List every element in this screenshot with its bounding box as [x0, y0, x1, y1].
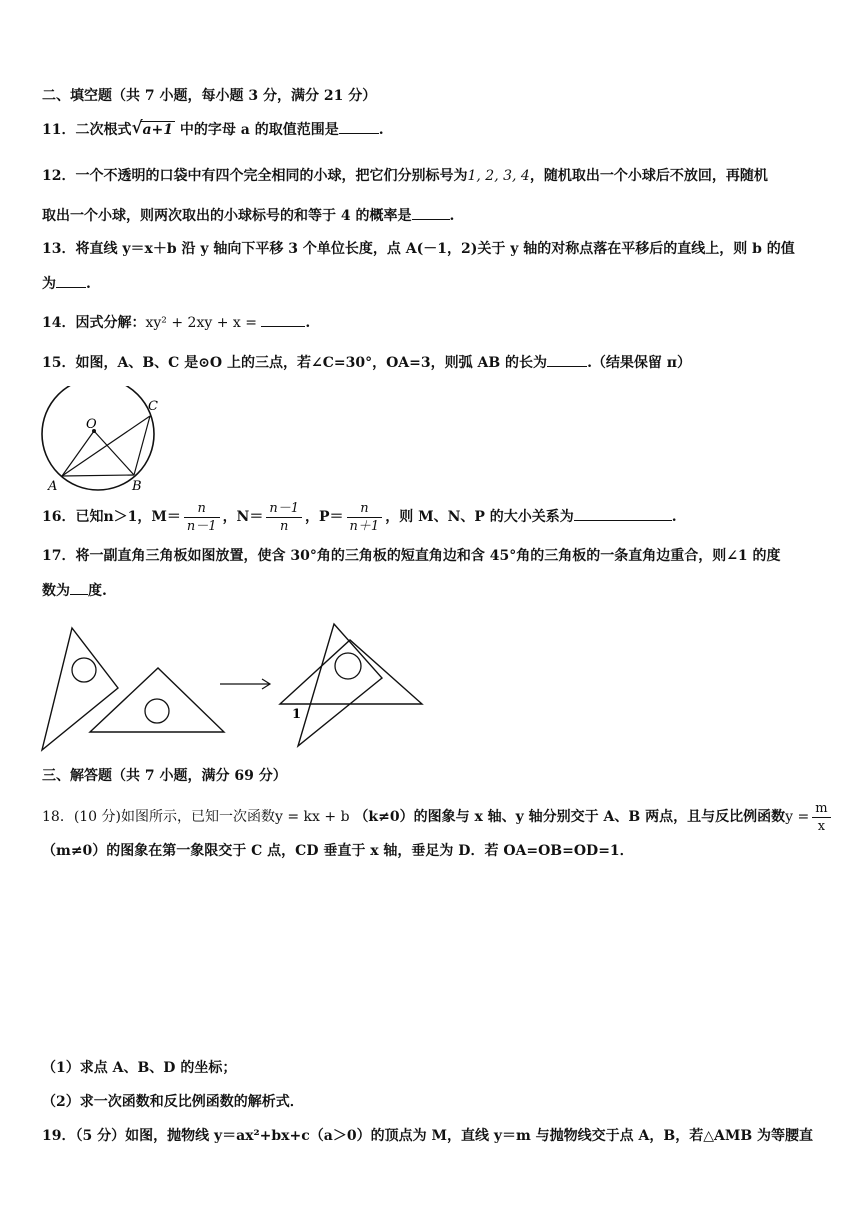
angle-1-label: 1 [292, 707, 302, 722]
section-heading-fill-in: 二、填空题（共 7 小题，每小题 3 分，满分 21 分） [42, 88, 377, 104]
sqrt-expression: √ a+1 [131, 118, 174, 138]
triangle-rulers-figure [36, 618, 436, 758]
segment-oa [62, 431, 94, 476]
section-heading-solutions: 三、解答题（共 7 小题，满分 69 分） [42, 768, 287, 784]
question-17-line-1: 17．将一副直角三角板如图放置，使含 30°角的三角板的短直角边和含 45°角的三角板的一条直角边重合，则∠1 的度 [42, 548, 781, 564]
answer-blank[interactable] [56, 273, 86, 288]
set-square-45-hole [145, 699, 169, 723]
question-13-line-1: 13．将直线 y＝x＋b 沿 y 轴向下平移 3 个单位长度，点 A(－1，2)关于 y 轴的对称点落在平移后的直线上，则 b 的值 [42, 241, 795, 257]
set-square-30-hole [72, 658, 96, 682]
combined-hole [335, 653, 361, 679]
label-b: B [132, 479, 142, 494]
combined-set-square-30 [298, 624, 382, 746]
fraction-n: $\frac{n-1}{n}$ [266, 500, 302, 535]
segment-ab [62, 475, 134, 476]
segment-ob [94, 431, 134, 475]
answer-blank[interactable] [261, 312, 305, 327]
question-12-line-2: 取出一个小球，则两次取出的小球标号的和等于 4 的概率是 . [42, 205, 454, 226]
answer-blank[interactable] [412, 205, 450, 220]
label-a: A [48, 479, 58, 494]
question-18-line-2: （m≠0）的图象在第一象限交于 C 点，CD 垂直于 x 轴，垂足为 D．若 OA=OB=OD=1． [42, 843, 634, 859]
question-14: 14．因式分解：xy² + 2xy + x = . [42, 312, 310, 333]
segment-ac [62, 416, 150, 476]
question-15: 15．如图，A、B、C 是⊙O 上的三点，若∠C=30°，OA=3，则弧 AB 的长为 .（结果保留 π） [42, 352, 691, 373]
question-12-line-1: 12．一个不透明的口袋中有四个完全相同的小球，把它们分别标号为1, 2, 3, 4，随机取出一个小球后不放回，再随机 [42, 168, 768, 184]
question-16: 16．已知n＞1，M＝ $\frac{n}{n-1}$ ，N＝ $\frac{n-1}{n}$ ，P＝ $\frac{n}{n+1}$ ，则 M、N、P 的大小关系为 . [42, 500, 677, 534]
question-18-sub-1: （1）求点 A、B、D 的坐标； [42, 1060, 237, 1076]
answer-blank[interactable] [574, 506, 672, 521]
question-13-line-2: 为 . [42, 273, 91, 294]
circle-figure [36, 386, 166, 496]
combined-set-square-45 [280, 640, 422, 704]
answer-blank[interactable] [547, 352, 587, 367]
fraction-p: $\frac{n}{n+1}$ [347, 500, 383, 535]
question-11: 11．二次根式 √ a+1 中的字母 a 的取值范围是 . [42, 118, 384, 138]
fraction-m-over-x: $\frac{m}{x}$ [812, 800, 830, 835]
answer-blank[interactable] [339, 119, 379, 134]
question-19-line-1: 19．（5 分）如图，抛物线 y＝ax²+bx+c（a＞0）的顶点为 M，直线 y＝m 与抛物线交于点 A，B，若△AMB 为等腰直 [42, 1128, 814, 1144]
question-18-sub-2: （2）求一次函数和反比例函数的解析式． [42, 1094, 304, 1110]
circle-o [42, 386, 154, 490]
question-17-line-2: 数为 度. [42, 580, 107, 601]
fraction-m: $\frac{n}{n-1}$ [184, 500, 220, 535]
label-o: O [86, 417, 97, 432]
label-c: C [148, 399, 158, 414]
question-18-line-1: 18．(10 分)如图所示，已知一次函数y = kx + b （k≠0）的图象与 x 轴、y 轴分别交于 A、B 两点，且与反比例函数y = $\frac{m}{x}$ [42, 797, 834, 837]
answer-blank[interactable] [70, 580, 88, 595]
